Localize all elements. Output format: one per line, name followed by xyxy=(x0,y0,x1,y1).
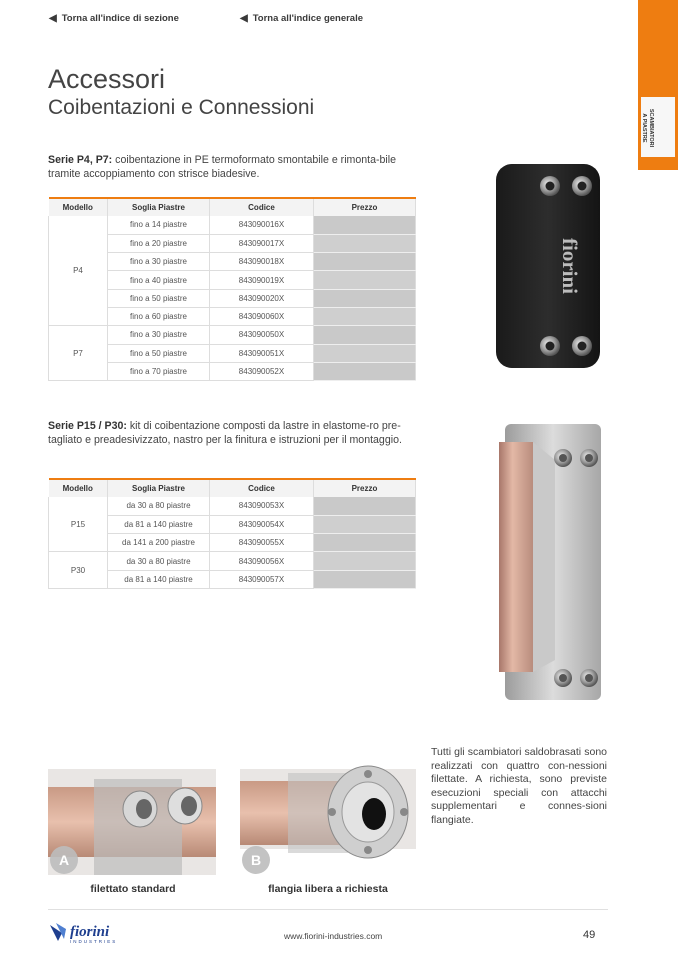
col-header-price: Prezzo xyxy=(314,198,416,216)
insulated-exchanger-p15-photo xyxy=(495,420,607,704)
code-cell: 843090016X xyxy=(210,216,314,234)
price-cell xyxy=(314,552,416,570)
plates-cell: fino a 70 piastre xyxy=(108,362,210,380)
plates-cell: da 141 a 200 piastre xyxy=(108,534,210,552)
price-cell xyxy=(314,253,416,271)
code-cell: 843090050X xyxy=(210,326,314,344)
page-number: 49 xyxy=(583,929,596,941)
code-cell: 843090060X xyxy=(210,307,314,325)
page-title: Accessori xyxy=(48,64,166,94)
col-header-code: Codice xyxy=(210,198,314,216)
price-table-p4-p7 xyxy=(48,197,416,381)
plates-cell: fino a 40 piastre xyxy=(108,271,210,289)
flange-connection-photo xyxy=(240,748,416,875)
insulated-exchanger-p4-photo xyxy=(492,160,604,372)
photo-a-letter: A xyxy=(58,852,70,868)
plates-cell: da 30 a 80 piastre xyxy=(108,497,210,515)
col-header-plates: Soglia Piastre xyxy=(108,479,210,497)
page-subtitle: Coibentazioni e Connessioni xyxy=(48,96,315,119)
code-cell: 843090020X xyxy=(210,289,314,307)
back-to-section-label: Torna all'indice di sezione xyxy=(61,13,179,24)
price-table-p15-p30 xyxy=(48,478,416,589)
photo-b-letter: B xyxy=(250,852,262,868)
series-p15-p30-description: Serie P15 / P30: kit di coibentazione composti da lastre in elastome-ro pre-tagliato e preadesivizzato, nastro per la finitura e istruzioni per il montaggio. xyxy=(48,420,402,446)
code-cell: 843090018X xyxy=(210,253,314,271)
code-cell: 843090053X xyxy=(210,497,314,515)
back-to-general-link[interactable] xyxy=(240,13,363,24)
price-cell xyxy=(314,326,416,344)
col-header-code: Codice xyxy=(210,479,314,497)
code-cell: 843090055X xyxy=(210,534,314,552)
plates-cell: fino a 20 piastre xyxy=(108,234,210,252)
col-header-plates: Soglia Piastre xyxy=(108,198,210,216)
photo-b-caption: flangia libera a richiesta xyxy=(268,883,388,895)
plates-cell: da 30 a 80 piastre xyxy=(108,552,210,570)
logo-wordmark: fiorini xyxy=(70,924,110,940)
back-to-section-link[interactable] xyxy=(49,13,179,24)
table-row xyxy=(49,497,416,515)
plates-cell: fino a 30 piastre xyxy=(108,326,210,344)
price-cell xyxy=(314,271,416,289)
footer-divider xyxy=(48,909,608,910)
back-to-general-label: Torna all'indice generale xyxy=(252,13,364,24)
back-arrow-icon: ◀ xyxy=(49,13,57,24)
code-cell: 843090057X xyxy=(210,570,314,588)
model-cell: P30 xyxy=(49,552,108,589)
price-cell xyxy=(314,497,416,515)
price-cell xyxy=(314,289,416,307)
price-cell xyxy=(314,234,416,252)
plates-cell: da 81 a 140 piastre xyxy=(108,570,210,588)
model-cell: P4 xyxy=(49,216,108,326)
footer-website-link[interactable]: www.fiorini-industries.com xyxy=(284,931,383,941)
col-header-model: Modello xyxy=(49,479,108,497)
series-p4-p7-description: Serie P4, P7: coibentazione in PE termoformato smontabile e rimonta-bile tramite accoppiamento con strisce biadesive. xyxy=(48,154,397,180)
model-cell: P15 xyxy=(49,497,108,552)
photo-a-caption: filettato standard xyxy=(90,883,176,895)
code-cell: 843090052X xyxy=(210,362,314,380)
back-arrow-icon: ◀ xyxy=(240,13,248,24)
price-cell xyxy=(314,570,416,588)
plates-cell: fino a 30 piastre xyxy=(108,253,210,271)
logo-subtitle: INDUSTRIES xyxy=(70,939,118,944)
price-cell xyxy=(314,515,416,533)
code-cell: 843090017X xyxy=(210,234,314,252)
price-cell xyxy=(314,216,416,234)
threaded-connection-photo xyxy=(48,769,216,875)
table-row xyxy=(49,552,416,570)
plates-cell: fino a 50 piastre xyxy=(108,344,210,362)
table-row xyxy=(49,216,416,234)
col-header-model: Modello xyxy=(49,198,108,216)
col-header-price: Prezzo xyxy=(314,479,416,497)
price-cell xyxy=(314,307,416,325)
price-cell xyxy=(314,362,416,380)
code-cell: 843090054X xyxy=(210,515,314,533)
product-brand-imprint: fiorini xyxy=(558,238,583,294)
code-cell: 843090019X xyxy=(210,271,314,289)
plates-cell: fino a 14 piastre xyxy=(108,216,210,234)
plates-cell: fino a 50 piastre xyxy=(108,289,210,307)
plates-cell: fino a 60 piastre xyxy=(108,307,210,325)
section-side-tab-text: SCAMBIATORI A PIASTRE xyxy=(641,108,654,148)
code-cell: 843090051X xyxy=(210,344,314,362)
price-cell xyxy=(314,344,416,362)
model-cell: P7 xyxy=(49,326,108,381)
table-row xyxy=(49,326,416,344)
fiorini-logo xyxy=(48,921,128,945)
code-cell: 843090056X xyxy=(210,552,314,570)
connections-description: Tutti gli scambiatori saldobrasati sono realizzati con quattro con-nessioni filettate. A richiesta, sono previste esecuzioni speciali con attacchi supplementari e connes-sioni flangiate. xyxy=(431,746,607,826)
plates-cell: da 81 a 140 piastre xyxy=(108,515,210,533)
price-cell xyxy=(314,534,416,552)
